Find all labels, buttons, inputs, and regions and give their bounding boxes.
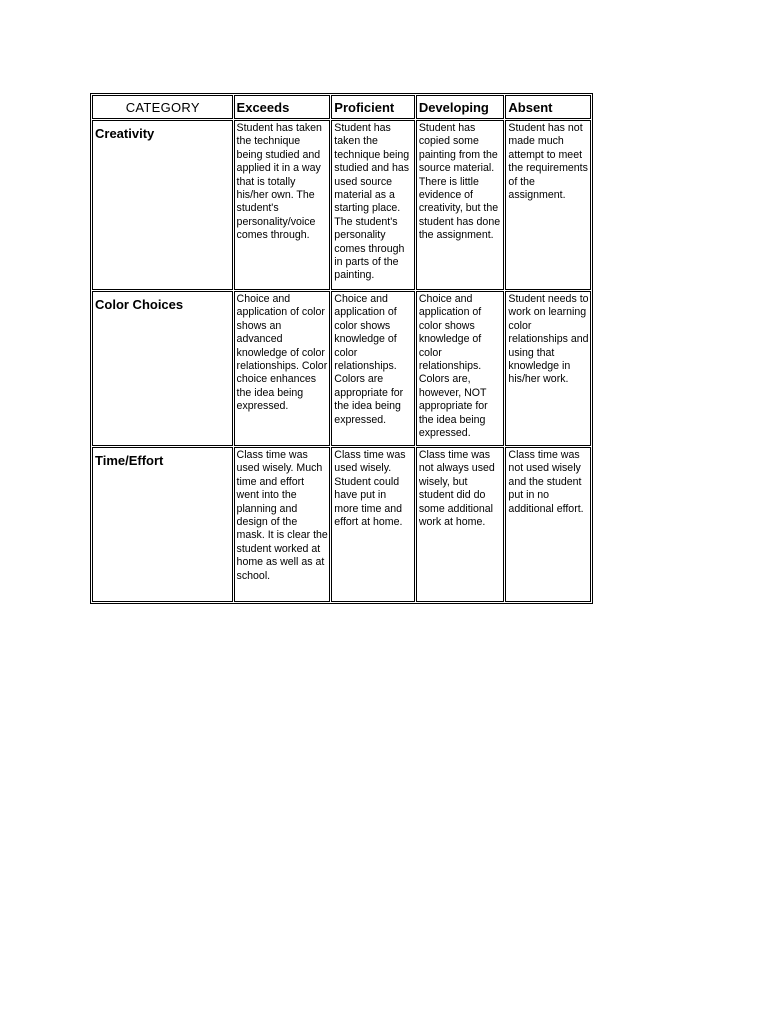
header-row <box>92 95 591 119</box>
cell-color-proficient: Choice and application of color shows knowledge of color relationships. Colors are appropriate for the idea being expressed. <box>331 291 415 446</box>
cell-creativity-exceeds: Student has taken the technique being studied and applied it in a way that is totally his/her own. The student's personality/voice comes through. <box>234 120 331 290</box>
header-category: CATEGORY <box>92 95 233 119</box>
cell-time-proficient: Class time was used wisely. Student could have put in more time and effort at home. <box>331 447 415 602</box>
header-exceeds: Exceeds <box>234 95 331 119</box>
header-developing: Developing <box>416 95 505 119</box>
row-category-creativity: Creativity <box>92 120 233 290</box>
cell-creativity-developing: Student has copied some painting from the source material. There is little evidence of creativity, but the student has done the assignment. <box>416 120 505 290</box>
cell-creativity-absent: Student has not made much attempt to meet the requirements of the assignment. <box>505 120 591 290</box>
cell-time-absent: Class time was not used wisely and the student put in no additional effort. <box>505 447 591 602</box>
table-row <box>92 120 591 290</box>
rubric-table <box>90 93 593 604</box>
table-row <box>92 447 591 602</box>
row-category-time-effort: Time/Effort <box>92 447 233 602</box>
row-category-color-choices: Color Choices <box>92 291 233 446</box>
header-proficient: Proficient <box>331 95 415 119</box>
header-absent: Absent <box>505 95 591 119</box>
cell-time-exceeds: Class time was used wisely. Much time and effort went into the planning and design of the mask. It is clear the student worked at home as well as at school. <box>234 447 331 602</box>
cell-color-exceeds: Choice and application of color shows an advanced knowledge of color relationships. Color choice enhances the idea being expressed. <box>234 291 331 446</box>
cell-color-developing: Choice and application of color shows knowledge of color relationships. Colors are, however, NOT appropriate for the idea being expressed. <box>416 291 505 446</box>
table-row <box>92 291 591 446</box>
cell-color-absent: Student needs to work on learning color relationships and using that knowledge in his/her work. <box>505 291 591 446</box>
cell-creativity-proficient: Student has taken the technique being studied and has used source material as a starting place. The student's personality comes through in parts of the painting. <box>331 120 415 290</box>
cell-time-developing: Class time was not always used wisely, but student did do some additional work at home. <box>416 447 505 602</box>
